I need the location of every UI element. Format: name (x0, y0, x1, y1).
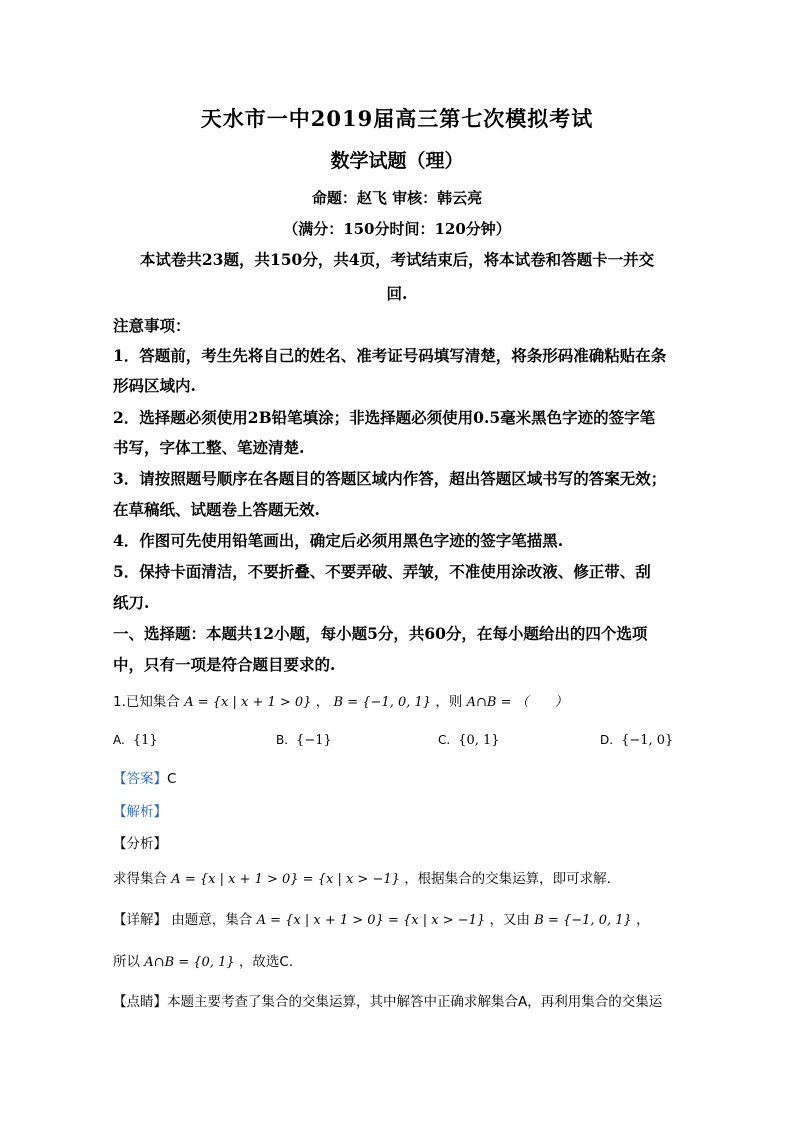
exam-title: 天水市一中2019届高三第七次模拟考试 (200, 106, 594, 131)
option-b[interactable] (276, 733, 332, 748)
exam-author: 命题：赵飞 审核：韩云亮 (311, 189, 483, 207)
option-d-value: {−1, 0} (621, 733, 674, 748)
option-b-letter: B. (276, 733, 289, 747)
notes-heading: 注意事项： (113, 316, 191, 335)
fenxi-math: A = {x | x + 1 > 0} = {x | x > −1} (171, 872, 400, 887)
fenxi-line (113, 867, 611, 887)
question-1-set-b: B = {−1, 0, 1} (333, 695, 432, 710)
option-c-value: {0, 1} (458, 733, 500, 748)
note-1b: 形码区域内. (113, 376, 196, 395)
exam-subtitle: 数学试题（理） (330, 150, 464, 172)
option-c-letter: C. (438, 733, 451, 747)
conclusion-text-a: 所以 (113, 954, 140, 970)
comment-line (113, 990, 662, 1010)
note-3a: 3．请按照题号顺序在各题目的答题区域内作答，超出答题区域书写的答案无效； (113, 469, 667, 488)
exam-score: （满分：150分时间：120分钟） (283, 220, 511, 238)
option-a-value: {1} (132, 733, 158, 748)
option-a[interactable] (113, 733, 158, 748)
conclusion-text-b: ，故选C. (238, 954, 294, 970)
conclusion-math: A∩B = {0, 1} (144, 955, 235, 970)
option-b-value: {−1} (296, 733, 332, 748)
fenxi-heading-line (113, 832, 167, 852)
question-1-expr: A∩B = （ ） (466, 695, 568, 710)
question-1-sep: ， (315, 694, 330, 710)
analysis-line (113, 800, 167, 820)
exam-intro-line1: 本试卷共23题，共150分，共4页，考试结束后，将本试卷和答题卡一并交 (139, 250, 655, 269)
section-heading-line1: 一、选择题：本题共12小题，每小题5分，共60分，在每小题给出的四个选项 (113, 624, 648, 643)
comment-tag: 【点睛】 (113, 994, 167, 1010)
detail-line (113, 908, 650, 928)
option-c[interactable] (438, 733, 500, 748)
conclusion-line (113, 950, 293, 970)
detail-text-c: ， (636, 912, 650, 928)
answer-value: C (167, 771, 177, 787)
fenxi-text-a: 求得集合 (113, 871, 167, 887)
note-4: 4．作图可先使用铅笔画出，确定后必须用黑色字迹的签字笔描黑. (113, 531, 564, 550)
option-d-letter: D. (600, 733, 614, 747)
detail-text-a: 由题意，集合 (171, 912, 253, 928)
note-1a: 1．答题前，考生先将自己的姓名、准考证号码填写清楚，将条形码准确粘贴在条 (113, 346, 667, 365)
section-heading-line2: 中，只有一项是符合题目要求的. (113, 655, 336, 674)
note-2a: 2．选择题必须使用2B铅笔填涂；非选择题必须使用0.5毫米黑色字迹的签字笔 (113, 408, 656, 427)
exam-intro-line2: 回. (386, 284, 408, 303)
answer-line (113, 767, 176, 787)
comment-text: 本题主要考查了集合的交集运算，其中解答中正确求解集合A，再利用集合的交集运 (167, 994, 663, 1010)
option-a-letter: A. (113, 733, 125, 747)
note-2b: 书写，字体工整、笔迹清楚. (113, 438, 305, 457)
detail-math: A = {x | x + 1 > 0} = {x | x > −1} (256, 913, 486, 928)
note-3b: 在草稿纸、试题卷上答题无效. (113, 500, 320, 519)
question-1-stem (113, 690, 568, 710)
detail-tag: 【详解】 (113, 912, 167, 928)
question-1-set-a: A = {x | x + 1 > 0} (184, 695, 312, 710)
detail-text-b: ，又由 (489, 912, 530, 928)
option-d[interactable] (600, 733, 673, 748)
note-5b: 纸刀. (113, 593, 150, 612)
fenxi-tag: 【分析】 (113, 836, 167, 852)
question-1-ask: ，则 (435, 694, 463, 710)
question-1-prefix: 1.已知集合 (113, 694, 180, 710)
detail-math-2: B = {−1, 0, 1} (534, 913, 632, 928)
analysis-tag: 【解析】 (113, 804, 167, 820)
fenxi-text-b: ，根据集合的交集运算，即可求解. (404, 871, 611, 887)
note-5a: 5．保持卡面清洁，不要折叠、不要弄破、弄皱，不准使用涂改液、修正带、刮 (113, 562, 651, 581)
answer-tag: 【答案】 (113, 771, 167, 787)
